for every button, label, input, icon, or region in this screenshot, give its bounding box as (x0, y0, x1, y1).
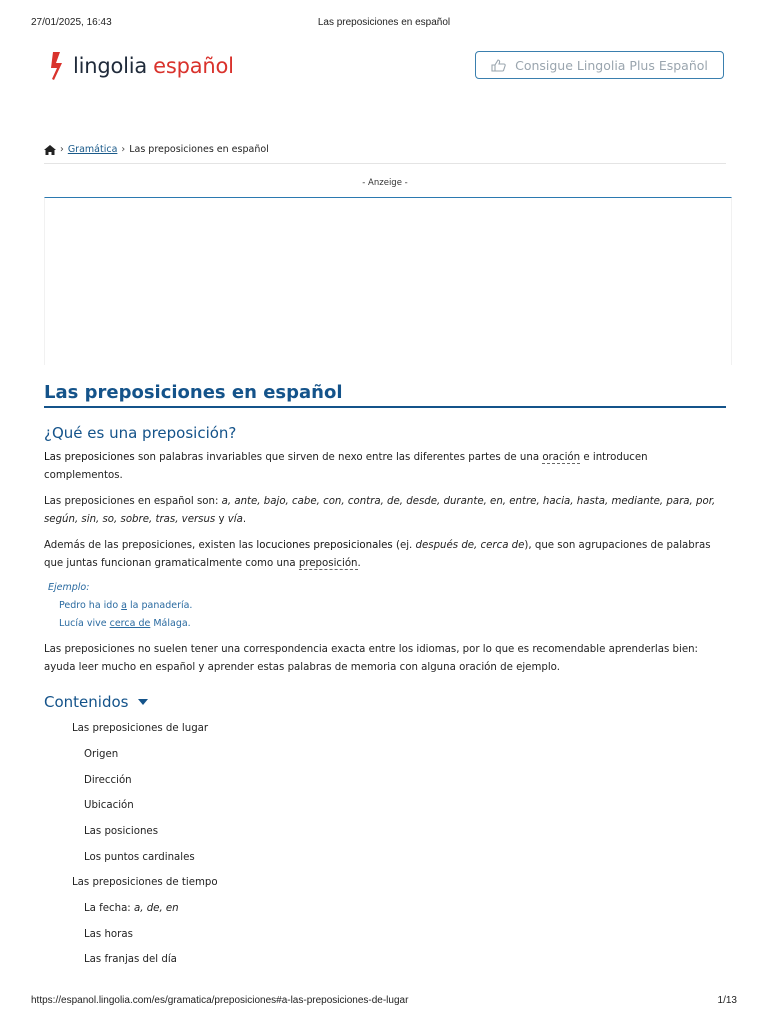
print-page-number: 1/13 (717, 995, 737, 1006)
breadcrumb-current: Las preposiciones en español (129, 144, 269, 155)
example-sentence: Lucía vive cerca de Málaga. (59, 618, 191, 629)
term: Las preposiciones (44, 452, 135, 463)
preposition-list: a, ante, bajo, cabe, con, contra, de, desde, durante, en, entre, hacia, hasta, mediante, para, por, según, sin, so, sobre, tras, versus (44, 496, 716, 525)
thumbs-up-icon (491, 59, 506, 72)
breadcrumb (44, 144, 269, 155)
contents-title: Contenidos (44, 693, 129, 711)
toc-link[interactable]: Los puntos cardinales (84, 852, 195, 863)
ad-label: - Anzeige - (362, 178, 408, 188)
glossary-link-preposicion[interactable]: preposición (298, 558, 358, 569)
toc-link[interactable]: Las franjas del día (84, 954, 177, 965)
toc-link[interactable]: Las horas (84, 929, 133, 940)
brand-name: lingolia (73, 54, 148, 78)
section-title: ¿Qué es una preposición? (44, 424, 237, 442)
divider (44, 163, 726, 164)
paragraph-locuciones: Además de las preposiciones, existen las locuciones preposicionales (ej. después de, cerca de), que son agrupaciones de palabras que juntas funcionan gramaticalmente como una preposición. (44, 540, 711, 569)
site-logo[interactable] (50, 50, 234, 82)
breadcrumb-link-gramatica[interactable]: Gramática (67, 144, 118, 155)
toc-link[interactable]: Las preposiciones de lugar (72, 723, 209, 734)
print-date: 27/01/2025, 16:43 (31, 17, 112, 28)
page-title: Las preposiciones en español (44, 382, 726, 408)
breadcrumb-separator: › (121, 144, 126, 155)
brand-language: español (153, 54, 234, 78)
toc-link[interactable]: Dirección (84, 775, 132, 786)
example-sentence: Pedro ha ido a la panadería. (59, 600, 193, 611)
ad-slot (44, 197, 732, 365)
example-label: Ejemplo: (48, 582, 90, 593)
toc-link[interactable]: Origen (84, 749, 119, 760)
toc-link[interactable]: La fecha: a, de, en (84, 903, 179, 914)
print-url: https://espanol.lingolia.com/es/gramatica/preposiciones#a-las-preposiciones-de-lugar (31, 995, 409, 1006)
home-icon[interactable] (44, 145, 56, 155)
lingolia-logo-icon (50, 51, 66, 81)
plus-button-label: Consigue Lingolia Plus Español (515, 57, 708, 73)
paragraph-list: Las preposiciones en español son: a, ante, bajo, cabe, con, contra, de, desde, durante, en, entre, hacia, hasta, mediante, para, por, según, sin, so, sobre, tras, versus y vía. (44, 496, 716, 525)
term: locuciones preposicionales (256, 540, 393, 551)
contents-toggle[interactable] (44, 693, 148, 711)
glossary-link-oracion[interactable]: oración (542, 452, 581, 463)
toc-link[interactable]: Las preposiciones de tiempo (72, 877, 218, 888)
paragraph-advice: Las preposiciones no suelen tener una correspondencia exacta entre los idiomas, por lo que es recomendable aprenderlas bien: ayuda leer mucho en español y aprender estas palabras de memoria con alguna oración de ejemplo. (44, 644, 698, 673)
print-header (31, 17, 737, 31)
toc-link[interactable]: Las posiciones (84, 826, 158, 837)
lingolia-plus-button[interactable] (475, 51, 724, 79)
caret-down-icon (138, 699, 148, 705)
example-box (48, 579, 192, 633)
paragraph-definition: Las preposiciones son palabras invariables que sirven de nexo entre las diferentes partes de una oración e introducen complementos. (44, 452, 648, 481)
print-title: Las preposiciones en español (317, 17, 451, 28)
breadcrumb-separator: › (60, 144, 64, 155)
toc-link[interactable]: Ubicación (84, 800, 134, 811)
